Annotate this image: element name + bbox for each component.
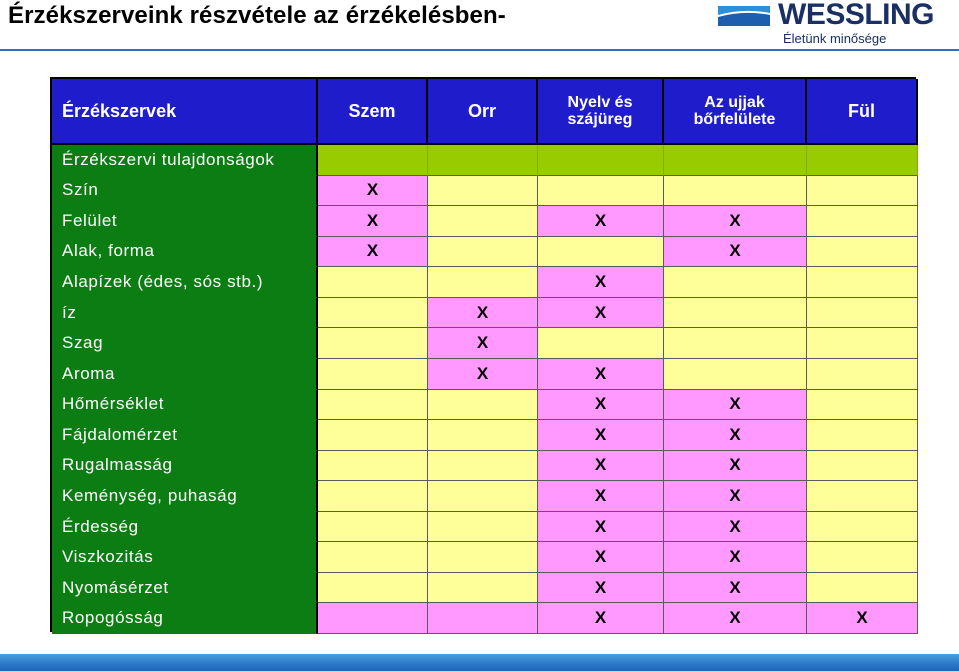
- table-cell-mark: X: [428, 328, 538, 359]
- table-cell-mark: [428, 542, 538, 573]
- table-cell-mark: [807, 176, 918, 207]
- table-cell-mark: X: [664, 481, 807, 512]
- table-row-label: Szín: [52, 176, 318, 207]
- table-cell-mark: [538, 176, 664, 207]
- table-cell-mark: X: [428, 359, 538, 390]
- table-cell-mark: [318, 603, 428, 634]
- table-row-label: Alak, forma: [52, 237, 318, 268]
- table-row-label: Hőmérséklet: [52, 390, 318, 421]
- page-title: Érzékszerveink részvétele az érzékelésben-: [8, 2, 506, 29]
- table-cell-mark: X: [318, 206, 428, 237]
- table-cell-mark: [318, 328, 428, 359]
- table-row-label: íz: [52, 298, 318, 329]
- table-cell-mark: X: [318, 176, 428, 207]
- table-cell-mark: X: [538, 420, 664, 451]
- table-cell-mark: X: [538, 481, 664, 512]
- table-row-label: Aroma: [52, 359, 318, 390]
- table-cell-mark: [428, 420, 538, 451]
- table-cell-mark: [807, 298, 918, 329]
- table-row-label: Felület: [52, 206, 318, 237]
- table-row-label: Rugalmasság: [52, 451, 318, 482]
- table-cell-mark: [428, 206, 538, 237]
- table-cell-mark: [807, 267, 918, 298]
- section-fill: [538, 145, 664, 176]
- column-header-ear: Fül: [807, 79, 918, 145]
- table-cell-mark: [318, 359, 428, 390]
- table-cell-mark: X: [538, 573, 664, 604]
- table-cell-mark: [318, 573, 428, 604]
- table-cell-mark: [807, 481, 918, 512]
- table-cell-mark: [807, 512, 918, 543]
- table-cell-mark: X: [664, 390, 807, 421]
- section-fill: [807, 145, 918, 176]
- table-cell-mark: [318, 542, 428, 573]
- table-cell-mark: [428, 481, 538, 512]
- table-cell-mark: [538, 237, 664, 268]
- section-fill: [428, 145, 538, 176]
- top-divider: [0, 49, 959, 51]
- table-cell-mark: [318, 451, 428, 482]
- column-header-tongue-mouth: Nyelv és szájüreg: [538, 79, 664, 145]
- table-cell-mark: [428, 512, 538, 543]
- wessling-wave-icon: [718, 4, 774, 28]
- table-cell-mark: [318, 481, 428, 512]
- table-cell-mark: [807, 328, 918, 359]
- table-cell-mark: [664, 298, 807, 329]
- table-cell-mark: X: [538, 298, 664, 329]
- table-cell-mark: X: [538, 451, 664, 482]
- table-cell-mark: X: [538, 603, 664, 634]
- table-cell-mark: [807, 237, 918, 268]
- section-fill: [664, 145, 807, 176]
- table-cell-mark: X: [664, 206, 807, 237]
- table-cell-mark: [538, 328, 664, 359]
- table-cell-mark: [428, 573, 538, 604]
- logo-tagline: Életünk minősége: [783, 31, 887, 46]
- table-cell-mark: X: [664, 512, 807, 543]
- table-cell-mark: [318, 298, 428, 329]
- table-cell-mark: [664, 267, 807, 298]
- section-fill: [318, 145, 428, 176]
- table-cell-mark: [428, 176, 538, 207]
- senses-table: [50, 77, 916, 632]
- wessling-logo: [718, 0, 954, 48]
- bottom-divider: [0, 654, 959, 671]
- table-cell-mark: [807, 573, 918, 604]
- table-row-label: Szag: [52, 328, 318, 359]
- table-cell-mark: [428, 451, 538, 482]
- table-cell-mark: [428, 267, 538, 298]
- table-cell-mark: [318, 267, 428, 298]
- column-header-senses: Érzékszervek: [52, 79, 318, 145]
- table-row-label: Keménység, puhaság: [52, 481, 318, 512]
- table-cell-mark: X: [538, 512, 664, 543]
- table-row-label: Ropogósság: [52, 603, 318, 634]
- table-cell-mark: [807, 206, 918, 237]
- column-header-fingertips: Az ujjak bőrfelülete: [664, 79, 807, 145]
- table-cell-mark: [318, 512, 428, 543]
- table-cell-mark: [807, 359, 918, 390]
- table-row-label: Nyomásérzet: [52, 573, 318, 604]
- table-cell-mark: X: [538, 267, 664, 298]
- table-cell-mark: [807, 420, 918, 451]
- table-cell-mark: [664, 359, 807, 390]
- table-row-label: Érdesség: [52, 512, 318, 543]
- table-cell-mark: [428, 237, 538, 268]
- table-cell-mark: [664, 176, 807, 207]
- table-cell-mark: [318, 390, 428, 421]
- table-cell-mark: X: [664, 573, 807, 604]
- table-cell-mark: [807, 451, 918, 482]
- table-cell-mark: [664, 328, 807, 359]
- table-cell-mark: X: [538, 206, 664, 237]
- table-cell-mark: [428, 603, 538, 634]
- table-cell-mark: X: [664, 603, 807, 634]
- table-cell-mark: X: [538, 359, 664, 390]
- table-cell-mark: X: [807, 603, 918, 634]
- table-cell-mark: X: [428, 298, 538, 329]
- table-row-label: Viszkozitás: [52, 542, 318, 573]
- table-cell-mark: X: [664, 542, 807, 573]
- table-cell-mark: [807, 542, 918, 573]
- table-cell-mark: X: [318, 237, 428, 268]
- column-header-eye: Szem: [318, 79, 428, 145]
- column-header-nose: Orr: [428, 79, 538, 145]
- table-row-label: Alapízek (édes, sós stb.): [52, 267, 318, 298]
- table-row-label: Fájdalomérzet: [52, 420, 318, 451]
- table-cell-mark: X: [664, 420, 807, 451]
- table-cell-mark: [807, 390, 918, 421]
- logo-name: WESSLING: [778, 0, 935, 31]
- table-cell-mark: X: [664, 237, 807, 268]
- table-cell-mark: X: [664, 451, 807, 482]
- table-cell-mark: [318, 420, 428, 451]
- table-cell-mark: [428, 390, 538, 421]
- section-label: Érzékszervi tulajdonságok: [52, 145, 318, 176]
- table-cell-mark: X: [538, 390, 664, 421]
- table-cell-mark: X: [538, 542, 664, 573]
